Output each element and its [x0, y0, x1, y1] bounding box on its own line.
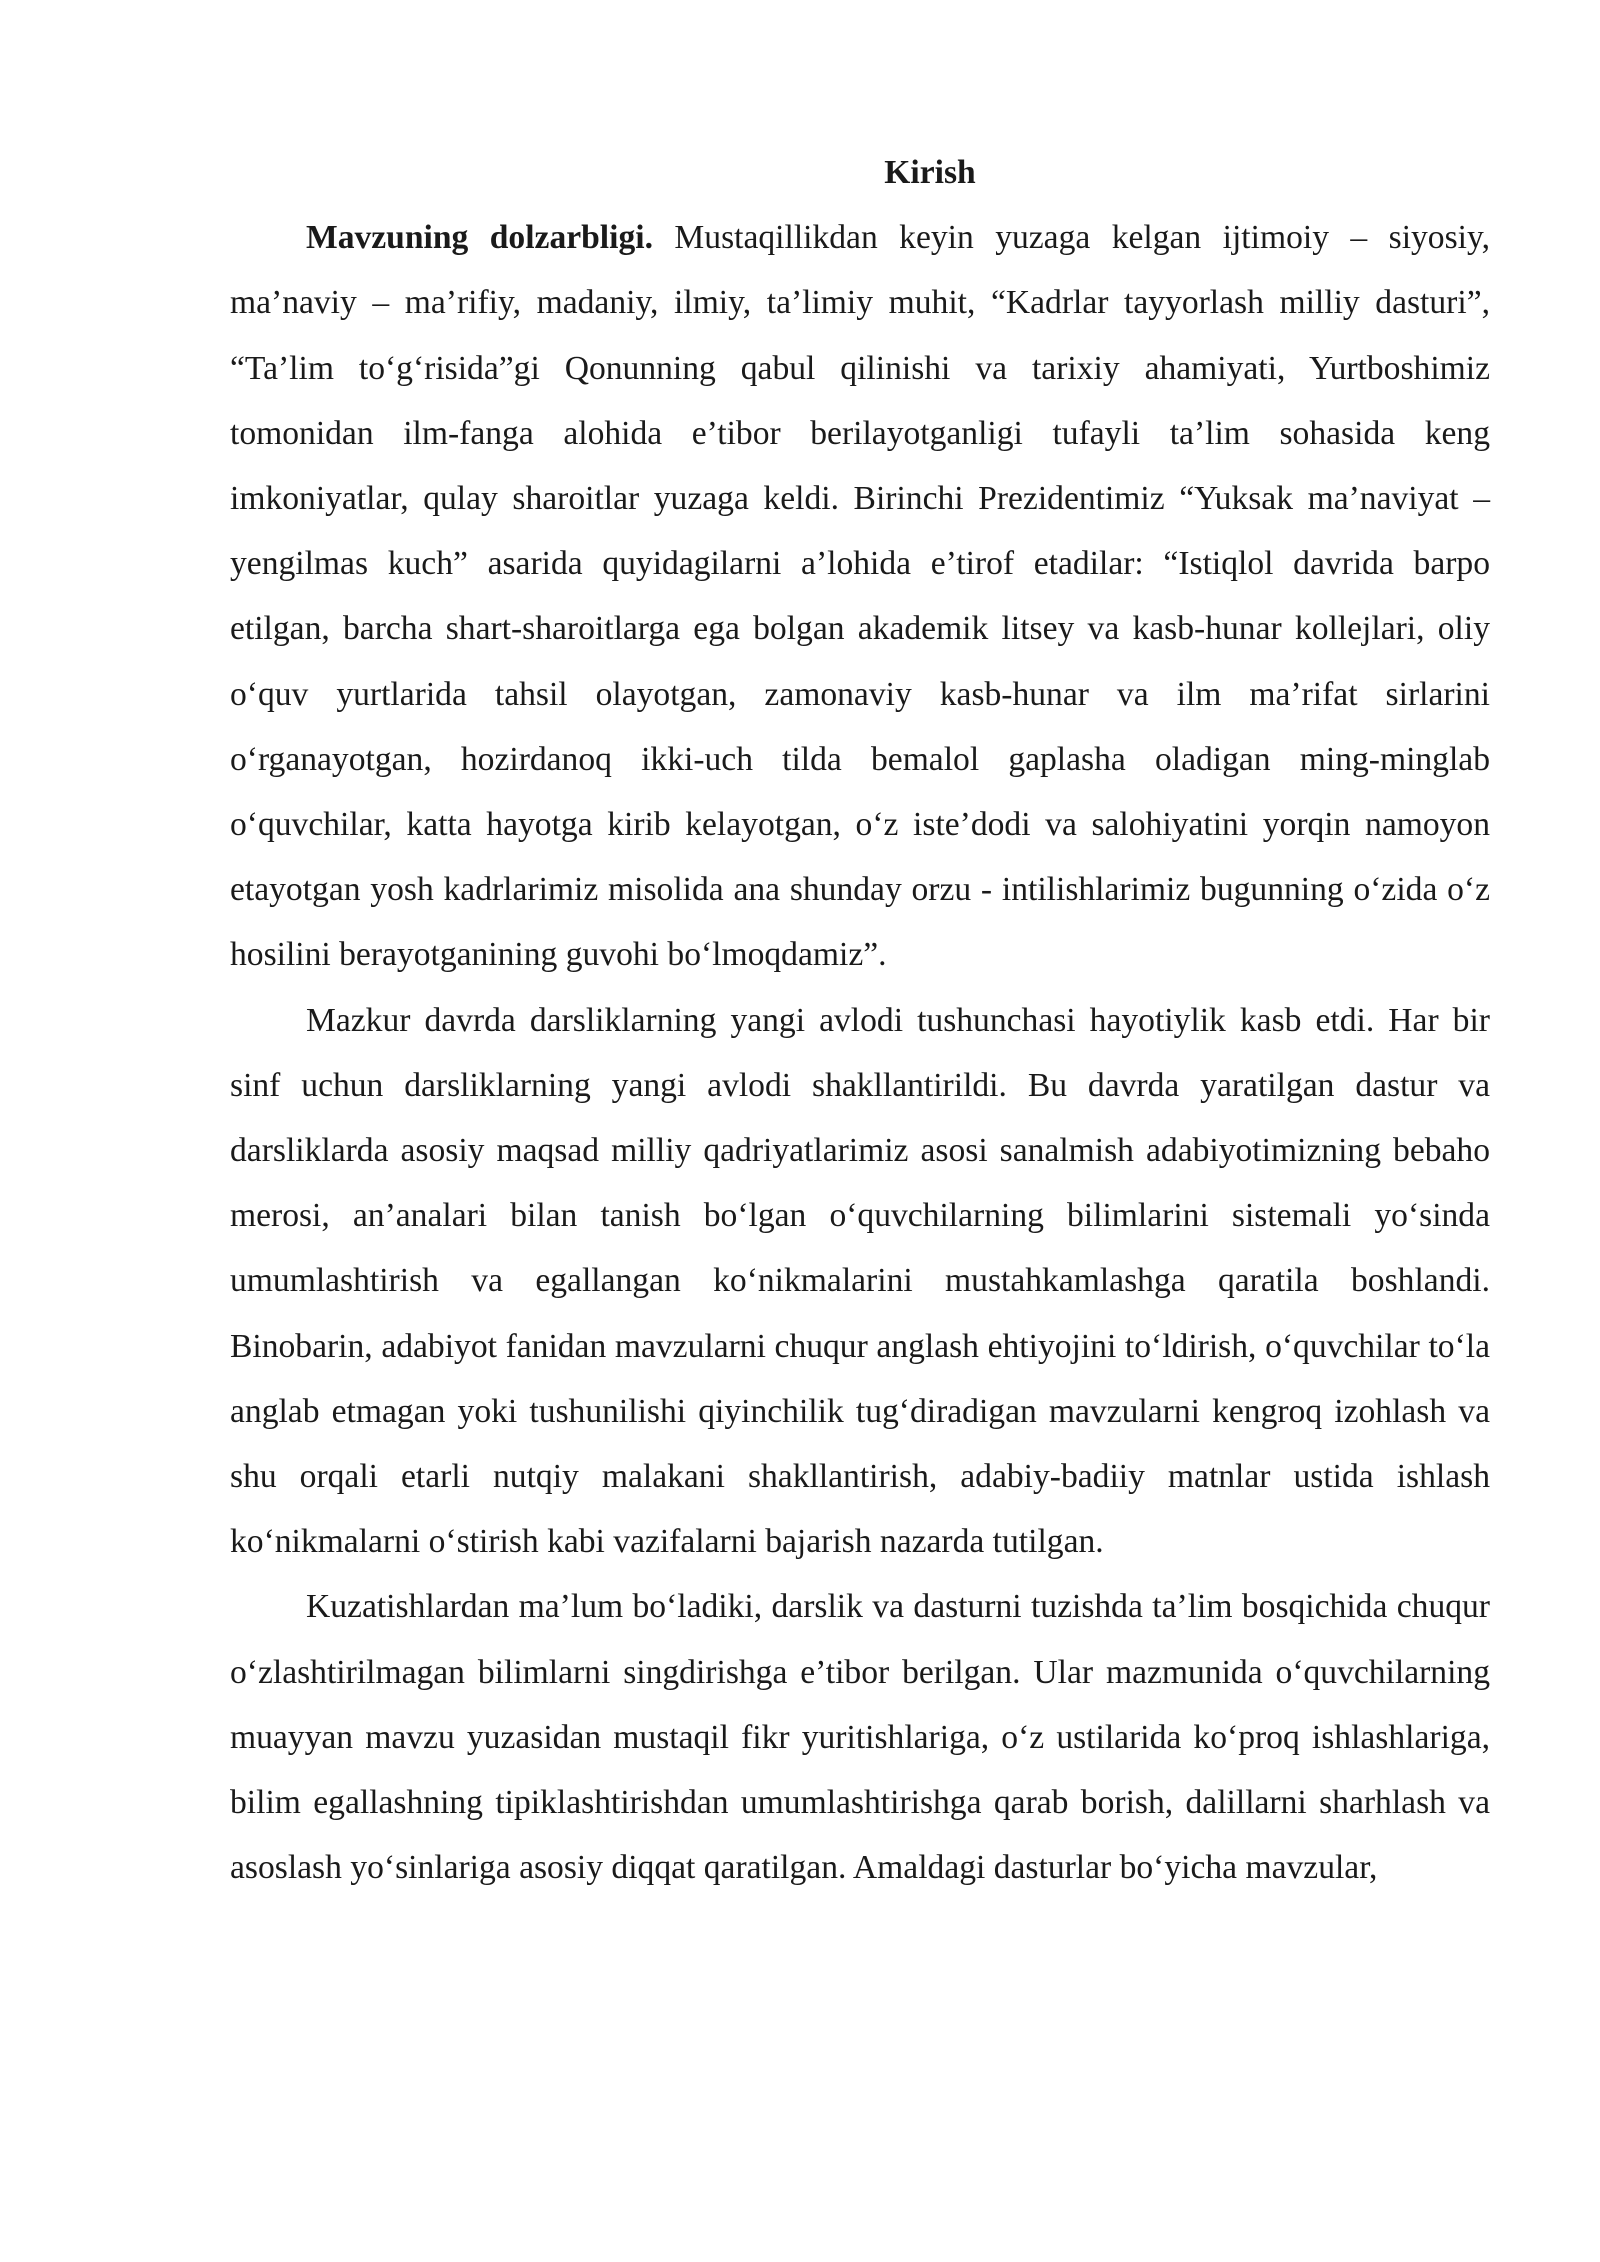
paragraph-observations — [230, 1574, 1490, 1900]
paragraph-text: Kuzatishlardan ma’lum bo‘ladiki, darslik va dasturni tuzishda ta’lim bosqichida chuqur o‘zlashtirilmagan bilimlarni singdirishga e’tibor berilgan. Ular mazmunida o‘quvchilarning muayyan mavzu yuzasidan mustaqil fikr yuritishlariga, o‘z ustilarida ko‘proq ishlashlariga, bilim egallashning tipiklashtirishdan umumlashtirishga qarab borish, dalillarni sharhlash va asoslash yo‘sinlariga asosiy diqqat qaratilgan. Amaldagi dasturlar bo‘yicha mavzular, — [230, 1588, 1490, 1887]
paragraph-text: Mustaqillikdan keyin yuzaga kelgan ijtimoiy – siyosiy, ma’naviy – ma’rifiy, madaniy, ilmiy, ta’limiy muhit, “Kadrlar tayyorlash milliy dasturi”, “Ta’lim to‘g‘risida”gi Qonunning qabul qilinishi va tarixiy ahamiyati, Yurtboshimiz tomonidan ilm-fanga alohida e’tibor berilayotganligi tufayli ta’lim sohasida keng imkoniyatlar, qulay sharoitlar yuzaga keldi. Birinchi Prezidentimiz “Yuksak ma’naviyat – yengilmas kuch” asarida quyidagilarni a’lohida e’tirof etadilar: “Istiqlol davrida barpo etilgan, barcha shart-sharoitlarga ega bolgan akademik litsey va kasb-hunar kollejlari, oliy o‘quv yurtlarida tahsil olayotgan, zamonaviy kasb-hunar va ilm ma’rifat sirlarini o‘rganayotgan, hozirdanoq ikki-uch tilda bemalol gaplasha oladigan ming-minglab o‘quvchilar, katta hayotga kirib kelayotgan, o‘z iste’dodi va salohiyatini yorqin namoyon etayotgan yosh kadrlarimiz misolida ana shunday orzu - intilishlarimiz bugunning o‘zida o‘z hosilini berayotganining guvohi bo‘lmoqdamiz”. — [230, 219, 1490, 974]
page-title: Kirish — [884, 154, 976, 191]
document-page — [230, 140, 1490, 1900]
paragraph-text: Mazkur davrda darsliklarning yangi avlodi tushunchasi hayotiylik kasb etdi. Har bir sinf uchun darsliklarning yangi avlodi shakllantirildi. Bu davrda yaratilgan dastur va darsliklarda asosiy maqsad milliy qadriyatlarimiz asosi sanalmish adabiyotimizning bebaho merosi, an’analari bilan tanish bo‘lgan o‘quvchilarning bilimlarini sistemali yo‘sinda umumlashtirish va egallangan ko‘nikmalarini mustahkamlashga qaratila boshlandi. Binobarin, adabiyot fanidan mavzularni chuqur anglash ehtiyojini to‘ldirish, o‘quvchilar to‘la anglab etmagan yoki tushunilishi qiyinchilik tug‘diradigan mavzularni kengroq izohlash va shu orqali etarli nutqiy malakani shakllantirish, adabiy-badiiy matnlar ustida ishlash ko‘nikmalarni o‘stirish kabi vazifalarni bajarish nazarda tutilgan. — [230, 1001, 1490, 1561]
paragraph-relevance — [230, 205, 1490, 987]
paragraph-textbooks — [230, 988, 1490, 1575]
paragraph-lead: Mavzuning dolzarbligi. — [306, 219, 653, 257]
